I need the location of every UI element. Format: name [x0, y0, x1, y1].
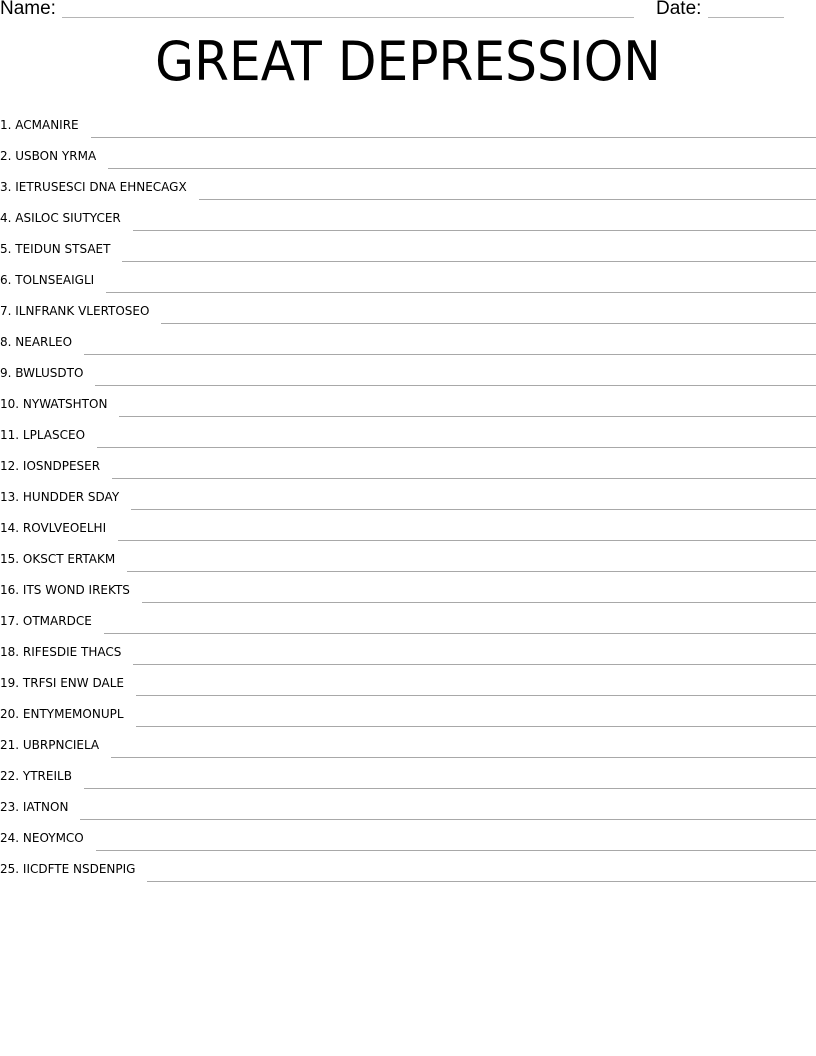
answer-blank[interactable] [142, 602, 816, 603]
scrambled-word: 9. BWLUSDTO [0, 366, 84, 380]
scrambled-word: 19. TRFSI ENW DALE [0, 676, 124, 690]
answer-blank[interactable] [131, 509, 816, 510]
scramble-list [0, 111, 816, 886]
list-item [0, 297, 816, 328]
answer-blank[interactable] [96, 850, 816, 851]
list-item [0, 173, 816, 204]
scrambled-word: 6. TOLNSEAIGLI [0, 273, 95, 287]
list-item [0, 483, 816, 514]
list-item [0, 855, 816, 886]
scrambled-word: 11. LPLASCEO [0, 428, 86, 442]
scrambled-word: 25. IICDFTE NSDENPIG [0, 862, 136, 876]
scrambled-word: 2. USBON YRMA [0, 149, 97, 163]
list-item [0, 452, 816, 483]
list-item [0, 204, 816, 235]
answer-blank[interactable] [104, 633, 816, 634]
scrambled-word: 17. OTMARDCE [0, 614, 92, 628]
answer-blank[interactable] [136, 695, 816, 696]
answer-blank[interactable] [127, 571, 816, 572]
list-item [0, 545, 816, 576]
list-item [0, 638, 816, 669]
answer-blank[interactable] [133, 230, 816, 231]
list-item [0, 731, 816, 762]
name-field[interactable] [62, 17, 634, 18]
scrambled-word: 21. UBRPNCIELA [0, 738, 100, 752]
answer-blank[interactable] [95, 385, 816, 386]
scrambled-word: 24. NEOYMCO [0, 831, 84, 845]
list-item [0, 514, 816, 545]
answer-blank[interactable] [91, 137, 816, 138]
list-item [0, 266, 816, 297]
list-item [0, 793, 816, 824]
list-item [0, 235, 816, 266]
scrambled-word: 22. YTREILB [0, 769, 72, 783]
answer-blank[interactable] [106, 292, 816, 293]
scrambled-word: 5. TEIDUN STSAET [0, 242, 111, 256]
list-item [0, 111, 816, 142]
scrambled-word: 18. RIFESDIE THACS [0, 645, 122, 659]
scrambled-word: 14. ROVLVEOELHI [0, 521, 107, 535]
answer-blank[interactable] [199, 199, 816, 200]
scrambled-word: 16. ITS WOND IREKTS [0, 583, 130, 597]
list-item [0, 328, 816, 359]
scrambled-word: 3. IETRUSESCI DNA EHNECAGX [0, 180, 187, 194]
scrambled-word: 15. OKSCT ERTAKM [0, 552, 116, 566]
answer-blank[interactable] [119, 416, 816, 417]
list-item [0, 359, 816, 390]
answer-blank[interactable] [84, 354, 816, 355]
answer-blank[interactable] [122, 261, 816, 262]
answer-blank[interactable] [111, 757, 816, 758]
list-item [0, 390, 816, 421]
list-item [0, 824, 816, 855]
list-item [0, 576, 816, 607]
scrambled-word: 12. IOSNDPESER [0, 459, 101, 473]
answer-blank[interactable] [147, 881, 816, 882]
list-item [0, 142, 816, 173]
answer-blank[interactable] [80, 819, 816, 820]
answer-blank[interactable] [136, 726, 816, 727]
date-label: Date: [656, 0, 702, 19]
date-field[interactable] [708, 17, 784, 18]
list-item [0, 669, 816, 700]
answer-blank[interactable] [108, 168, 816, 169]
answer-blank[interactable] [97, 447, 816, 448]
list-item [0, 762, 816, 793]
scrambled-word: 4. ASILOC SIUTYCER [0, 211, 121, 225]
scrambled-word: 10. NYWATSHTON [0, 397, 108, 411]
page-title: GREAT DEPRESSION [155, 30, 661, 93]
name-label: Name: [0, 0, 56, 19]
scrambled-word: 23. IATNON [0, 800, 69, 814]
scrambled-word: 7. ILNFRANK VLERTOSEO [0, 304, 150, 318]
list-item [0, 421, 816, 452]
worksheet-header [0, 0, 816, 22]
list-item [0, 607, 816, 638]
list-item [0, 700, 816, 731]
scrambled-word: 13. HUNDDER SDAY [0, 490, 120, 504]
answer-blank[interactable] [133, 664, 816, 665]
answer-blank[interactable] [118, 540, 816, 541]
scrambled-word: 20. ENTYMEMONUPL [0, 707, 124, 721]
answer-blank[interactable] [112, 478, 816, 479]
scrambled-word: 8. NEARLEO [0, 335, 73, 349]
answer-blank[interactable] [161, 323, 816, 324]
answer-blank[interactable] [84, 788, 816, 789]
scrambled-word: 1. ACMANIRE [0, 118, 79, 132]
